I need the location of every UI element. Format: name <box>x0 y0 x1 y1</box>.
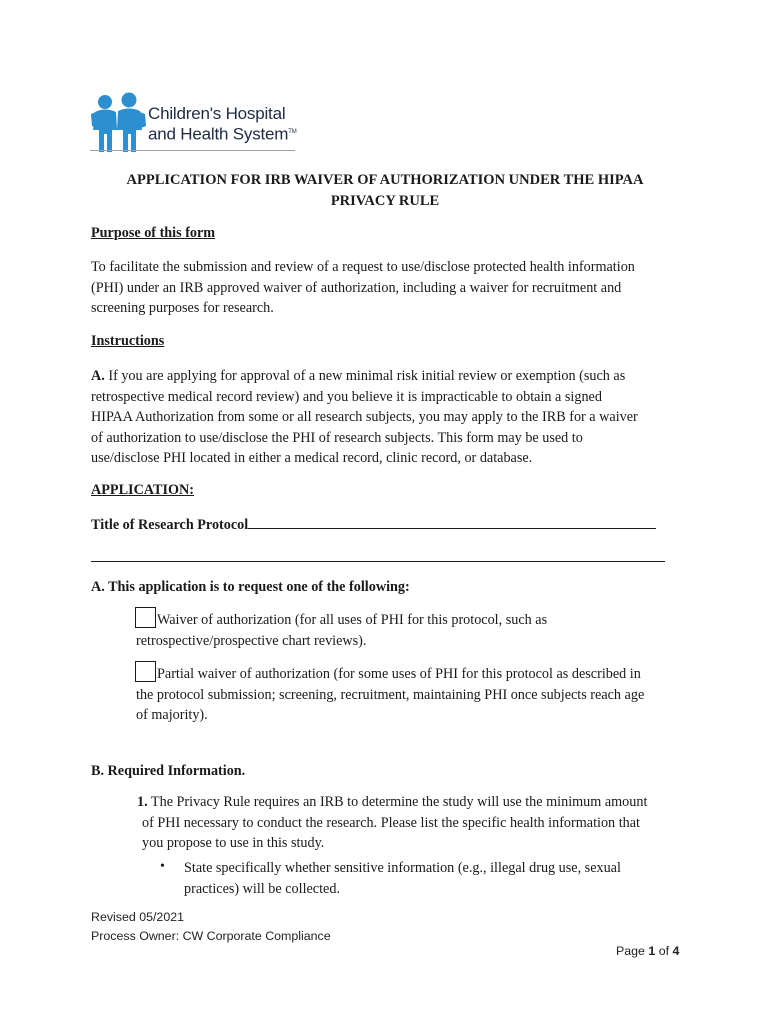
instructions-heading: Instructions <box>91 333 165 349</box>
protocol-title-input-line2[interactable] <box>91 561 665 562</box>
instructions-line: If you are applying for approval of a new minimal risk initial review or exemption (such as <box>104 368 626 384</box>
partial-waiver-option-text <box>136 664 706 726</box>
logo-line2: and Health System <box>148 124 289 144</box>
waiver-option-line: Waiver of authorization (for all uses of PHI for this protocol, such as <box>157 612 548 628</box>
instructions-label: A. <box>91 368 105 384</box>
partial-waiver-option-line: Partial waiver of authorization (for some uses of PHI for this protocol as described in <box>157 666 641 682</box>
instructions-line: use/disclose PHI located in either a medical record, clinic record, or database. <box>91 450 533 466</box>
partial-waiver-option-line: the protocol submission; screening, recruitment, maintaining PHI once subjects reach age <box>136 686 645 703</box>
item-1-label: 1. <box>137 794 148 810</box>
item-1-line: The Privacy Rule requires an IRB to determine the study will use the minimum amount <box>147 794 648 810</box>
logo-tm: TM <box>288 129 297 135</box>
instructions-line: retrospective medical record review) and you believe it is impracticable to obtain a signed <box>91 388 602 405</box>
purpose-line: screening purposes for research. <box>91 300 274 316</box>
page-title <box>80 170 690 212</box>
bullet-icon: • <box>160 859 165 874</box>
application-heading: APPLICATION: <box>91 482 194 498</box>
item-1-text <box>137 792 697 854</box>
section-a-heading: A. This application is to request one of the following: <box>91 579 410 595</box>
protocol-title-input[interactable] <box>248 528 656 529</box>
purpose-line: (PHI) under an IRB approved waiver of authorization, including a waiver for recruitment and <box>91 279 622 296</box>
page-prefix: Page <box>616 944 649 958</box>
waiver-option-line: retrospective/prospective chart reviews). <box>136 632 367 649</box>
item-1-line: you propose to use in this study. <box>142 835 325 851</box>
protocol-title-label: Title of Research Protocol <box>91 517 249 533</box>
instructions-line: of authorization to use/disclose the PHI of research subjects. This form may be used to <box>91 429 583 446</box>
purpose-text <box>91 257 691 319</box>
page-number <box>616 944 679 958</box>
logo-wordmark <box>148 104 297 144</box>
process-owner: Process Owner: CW Corporate Compliance <box>91 929 331 943</box>
revised-date: Revised 05/2021 <box>91 910 184 924</box>
footer-meta <box>91 908 331 946</box>
instructions-line: HIPAA Authorization from some or all research subjects, you may apply to the IRB for a waiver <box>91 409 638 425</box>
logo-divider <box>90 150 295 151</box>
waiver-option-text <box>136 610 696 651</box>
title-line1: APPLICATION FOR IRB WAIVER OF AUTHORIZATION UNDER THE HIPAA <box>126 172 644 188</box>
hospital-logo <box>90 92 305 156</box>
instructions-text <box>91 366 691 469</box>
bullet-line: State specifically whether sensitive information (e.g., illegal drug use, sexual <box>184 860 621 876</box>
item-1-line: of PHI necessary to conduct the research. Please list the specific health information that <box>142 814 640 831</box>
purpose-heading: Purpose of this form <box>91 225 216 241</box>
bullet-text <box>184 858 684 899</box>
purpose-line: To facilitate the submission and review of a request to use/disclose protected health information <box>91 259 635 275</box>
page-current: 1 <box>648 944 656 958</box>
protocol-title-row <box>91 515 671 536</box>
logo-line1: Children's Hospital <box>148 104 286 123</box>
page-of: of <box>655 944 673 958</box>
title-line2: PRIVACY RULE <box>330 193 440 209</box>
page-total: 4 <box>672 944 680 958</box>
children-figures-icon <box>90 92 150 154</box>
bullet-line: practices) will be collected. <box>184 880 340 897</box>
section-b-heading: B. Required Information. <box>91 763 246 779</box>
partial-waiver-option-line: of majority). <box>136 707 208 723</box>
